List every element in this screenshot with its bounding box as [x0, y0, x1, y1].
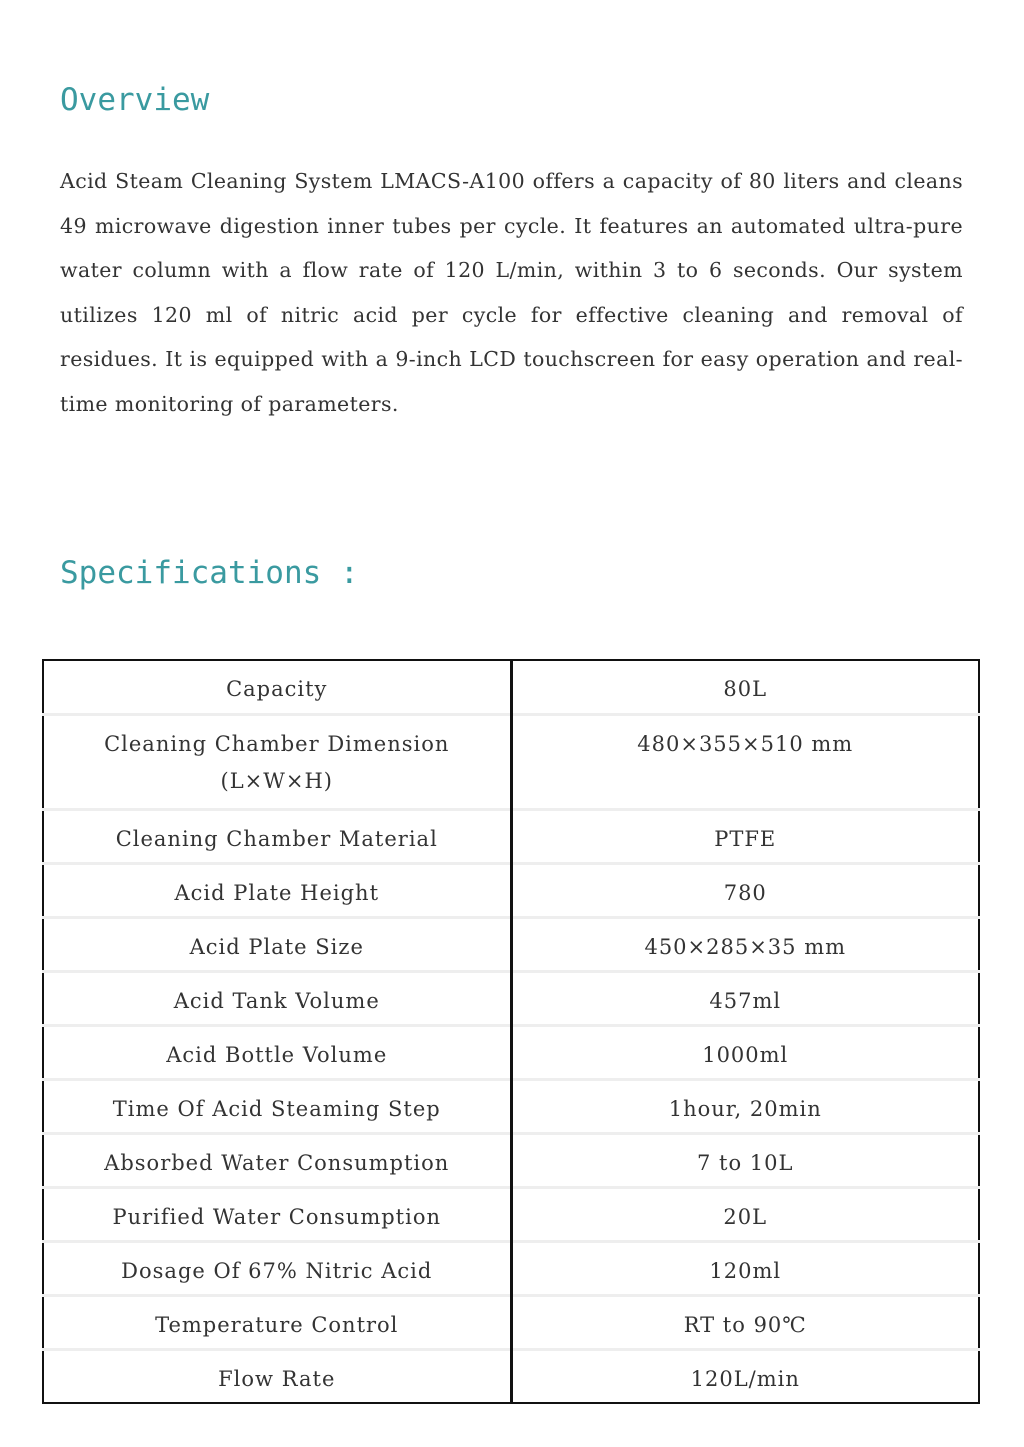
spec-label: Cleaning Chamber Dimension (L×W×H)	[43, 714, 511, 809]
spec-value: 480×355×510 mm	[511, 714, 979, 809]
spec-value: 780	[511, 863, 979, 917]
spec-value: 457ml	[511, 971, 979, 1025]
spec-value: 1000ml	[511, 1025, 979, 1079]
spec-label: Time Of Acid Steaming Step	[43, 1079, 511, 1133]
spec-label: Acid Plate Height	[43, 863, 511, 917]
spec-row-absorbed-water	[43, 1133, 979, 1187]
spec-row-chamber-dimension	[43, 714, 979, 809]
spec-label: Flow Rate	[43, 1349, 511, 1403]
specifications-heading: Specifications :	[60, 555, 359, 591]
spec-row-chamber-material	[43, 809, 979, 863]
spec-label: Acid Tank Volume	[43, 971, 511, 1025]
spec-label: Cleaning Chamber Material	[43, 809, 511, 863]
spec-value: 450×285×35 mm	[511, 917, 979, 971]
spec-value: 1hour, 20min	[511, 1079, 979, 1133]
spec-label: Capacity	[43, 660, 511, 714]
spec-row-purified-water	[43, 1187, 979, 1241]
overview-heading: Overview	[60, 82, 210, 118]
spec-row-temperature-control	[43, 1295, 979, 1349]
spec-value: 120L/min	[511, 1349, 979, 1403]
spec-label: Temperature Control	[43, 1295, 511, 1349]
spec-row-capacity	[43, 660, 979, 714]
spec-value: 20L	[511, 1187, 979, 1241]
spec-value: 80L	[723, 677, 768, 701]
spec-value: 7 to 10L	[511, 1133, 979, 1187]
spec-value: RT to 90℃	[511, 1295, 979, 1349]
spec-row-nitric-acid-dosage	[43, 1241, 979, 1295]
spec-label: Dosage Of 67% Nitric Acid	[43, 1241, 511, 1295]
spec-row-acid-bottle-volume	[43, 1025, 979, 1079]
spec-label: Absorbed Water Consumption	[43, 1133, 511, 1187]
specifications-table	[42, 659, 980, 1404]
spec-label: Acid Plate Size	[43, 917, 511, 971]
spec-label: Acid Bottle Volume	[43, 1025, 511, 1079]
overview-paragraph: Acid Steam Cleaning System LMACS-A100 offers a capacity of 80 liters and cleans 49 microwave digestion inner tubes per cycle. It features an automated ultra-pure water column with a flow rate of 120 L/min, within 3 to 6 seconds. Our system utilizes 120 ml of nitric acid per cycle for effective cleaning and removal of residues. It is equipped with a 9-inch LCD touchscreen for easy operation and real-time monitoring of parameters.	[60, 169, 963, 416]
spec-row-steaming-time	[43, 1079, 979, 1133]
spec-label: Purified Water Consumption	[43, 1187, 511, 1241]
spec-row-acid-tank-volume	[43, 971, 979, 1025]
spec-value: 120ml	[511, 1241, 979, 1295]
spec-row-flow-rate	[43, 1349, 979, 1403]
spec-row-acid-plate-height	[43, 863, 979, 917]
spec-value: PTFE	[511, 809, 979, 863]
spec-row-acid-plate-size	[43, 917, 979, 971]
